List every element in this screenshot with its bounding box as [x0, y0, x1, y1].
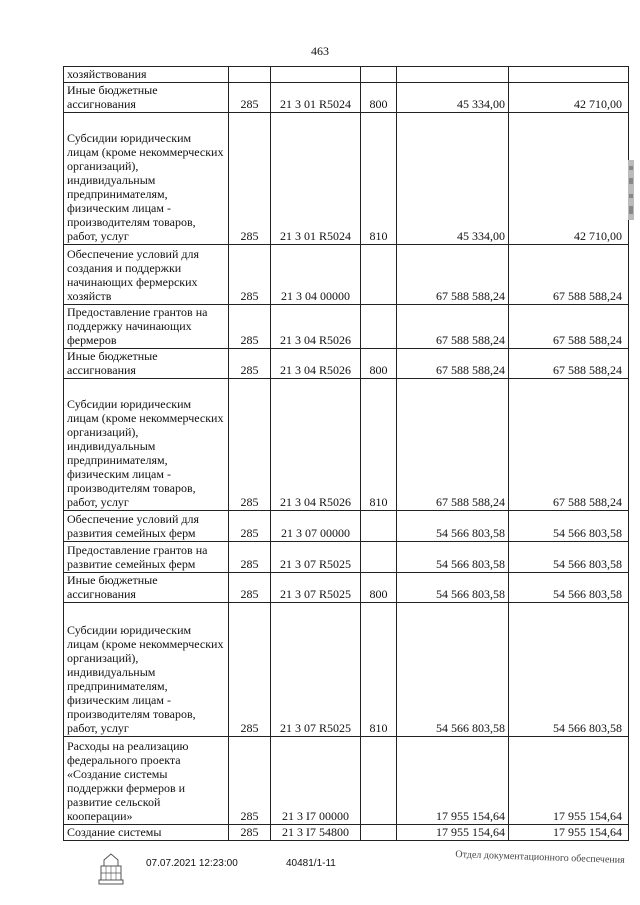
- row-grbs: [229, 67, 271, 83]
- row-name: Иные бюджетные ассигнования: [64, 349, 229, 379]
- row-sum-1: 17 955 154,64: [397, 825, 509, 841]
- row-vr: [361, 245, 397, 305]
- row-sum-1: 67 588 588,24: [397, 245, 509, 305]
- row-grbs: 285: [229, 113, 271, 245]
- table-row: [64, 245, 629, 305]
- row-name: Предоставление грантов на поддержку начинающих фермеров: [64, 305, 229, 349]
- row-grbs: 285: [229, 245, 271, 305]
- row-grbs: 285: [229, 349, 271, 379]
- footer-doc-code: 40481/1-11: [286, 858, 336, 869]
- row-csr: 21 3 07 R5025: [271, 573, 361, 603]
- row-name: Создание системы: [64, 825, 229, 841]
- footer-datetime: 07.07.2021 12:23:00: [146, 858, 238, 869]
- row-sum-2: 42 710,00: [509, 113, 629, 245]
- table-row: [64, 83, 629, 113]
- scan-edge-mark: [628, 160, 634, 220]
- table-row: [64, 737, 629, 825]
- table-row: [64, 379, 629, 511]
- emblem-logo: [96, 852, 126, 886]
- row-vr: 800: [361, 573, 397, 603]
- row-csr: 21 3 01 R5024: [271, 113, 361, 245]
- row-sum-2: 42 710,00: [509, 83, 629, 113]
- row-vr: [361, 825, 397, 841]
- row-vr: [361, 67, 397, 83]
- row-vr: 800: [361, 83, 397, 113]
- row-sum-1: 67 588 588,24: [397, 349, 509, 379]
- row-name: Субсидии юридическим лицам (кроме некоммерческих организаций), индивидуальным предпринимателям, физическим лицам - производителям товаров, работ, услуг: [64, 113, 229, 245]
- row-sum-1: 45 334,00: [397, 83, 509, 113]
- row-sum-2: 67 588 588,24: [509, 379, 629, 511]
- row-sum-1: 54 566 803,58: [397, 542, 509, 573]
- row-sum-2: 54 566 803,58: [509, 603, 629, 737]
- row-csr: 21 3 07 R5025: [271, 603, 361, 737]
- row-grbs: 285: [229, 825, 271, 841]
- row-name: Обеспечение условий для создания и поддержки начинающих фермерских хозяйств: [64, 245, 229, 305]
- row-grbs: 285: [229, 542, 271, 573]
- row-csr: 21 3 04 00000: [271, 245, 361, 305]
- row-sum-2: 54 566 803,58: [509, 511, 629, 542]
- row-grbs: 285: [229, 603, 271, 737]
- row-name: Расходы на реализацию федерального проекта «Создание системы поддержки фермеров и развитие сельской кооперации»: [64, 737, 229, 825]
- row-vr: [361, 305, 397, 349]
- budget-table: [63, 66, 629, 841]
- row-vr: [361, 542, 397, 573]
- table-row: [64, 542, 629, 573]
- row-sum-1: 54 566 803,58: [397, 603, 509, 737]
- row-sum-1: 67 588 588,24: [397, 305, 509, 349]
- row-sum-1: 54 566 803,58: [397, 511, 509, 542]
- row-csr: 21 3 04 R5026: [271, 379, 361, 511]
- row-vr: 810: [361, 113, 397, 245]
- row-grbs: 285: [229, 379, 271, 511]
- row-csr: 21 3 I7 00000: [271, 737, 361, 825]
- row-grbs: 285: [229, 737, 271, 825]
- row-sum-1: 54 566 803,58: [397, 573, 509, 603]
- row-name: Иные бюджетные ассигнования: [64, 573, 229, 603]
- department-stamp: Отдел документационного обеспечения: [455, 849, 625, 866]
- row-name: Предоставление грантов на развитие семейных ферм: [64, 542, 229, 573]
- table-row: [64, 825, 629, 841]
- row-grbs: 285: [229, 305, 271, 349]
- row-vr: 800: [361, 349, 397, 379]
- table-row: [64, 67, 629, 83]
- row-grbs: 285: [229, 573, 271, 603]
- row-sum-1: 67 588 588,24: [397, 379, 509, 511]
- row-vr: [361, 737, 397, 825]
- table-row: [64, 349, 629, 379]
- row-csr: 21 3 01 R5024: [271, 83, 361, 113]
- row-name: Иные бюджетные ассигнования: [64, 83, 229, 113]
- page-number: 463: [311, 44, 329, 58]
- row-sum-2: 17 955 154,64: [509, 737, 629, 825]
- row-csr: 21 3 07 00000: [271, 511, 361, 542]
- row-sum-1: [397, 67, 509, 83]
- row-sum-2: 67 588 588,24: [509, 305, 629, 349]
- row-vr: 810: [361, 603, 397, 737]
- table-row: [64, 603, 629, 737]
- row-sum-2: 67 588 588,24: [509, 349, 629, 379]
- row-sum-1: 45 334,00: [397, 113, 509, 245]
- row-sum-2: 54 566 803,58: [509, 542, 629, 573]
- row-sum-2: [509, 67, 629, 83]
- row-name: Субсидии юридическим лицам (кроме некоммерческих организаций), индивидуальным предпринимателям, физическим лицам - производителям товаров, работ, услуг: [64, 603, 229, 737]
- row-sum-2: 17 955 154,64: [509, 825, 629, 841]
- table-row: [64, 305, 629, 349]
- row-grbs: 285: [229, 83, 271, 113]
- row-csr: 21 3 04 R5026: [271, 305, 361, 349]
- row-sum-2: 67 588 588,24: [509, 245, 629, 305]
- row-csr: [271, 67, 361, 83]
- row-csr: 21 3 I7 54800: [271, 825, 361, 841]
- table-row: [64, 573, 629, 603]
- row-csr: 21 3 07 R5025: [271, 542, 361, 573]
- row-grbs: 285: [229, 511, 271, 542]
- row-vr: 810: [361, 379, 397, 511]
- row-name: хозяйствования: [64, 67, 229, 83]
- row-csr: 21 3 04 R5026: [271, 349, 361, 379]
- row-vr: [361, 511, 397, 542]
- row-name: Обеспечение условий для развития семейных ферм: [64, 511, 229, 542]
- table-row: [64, 511, 629, 542]
- table-row: [64, 113, 629, 245]
- row-name: Субсидии юридическим лицам (кроме некоммерческих организаций), индивидуальным предпринимателям, физическим лицам - производителям товаров, работ, услуг: [64, 379, 229, 511]
- row-sum-1: 17 955 154,64: [397, 737, 509, 825]
- row-sum-2: 54 566 803,58: [509, 573, 629, 603]
